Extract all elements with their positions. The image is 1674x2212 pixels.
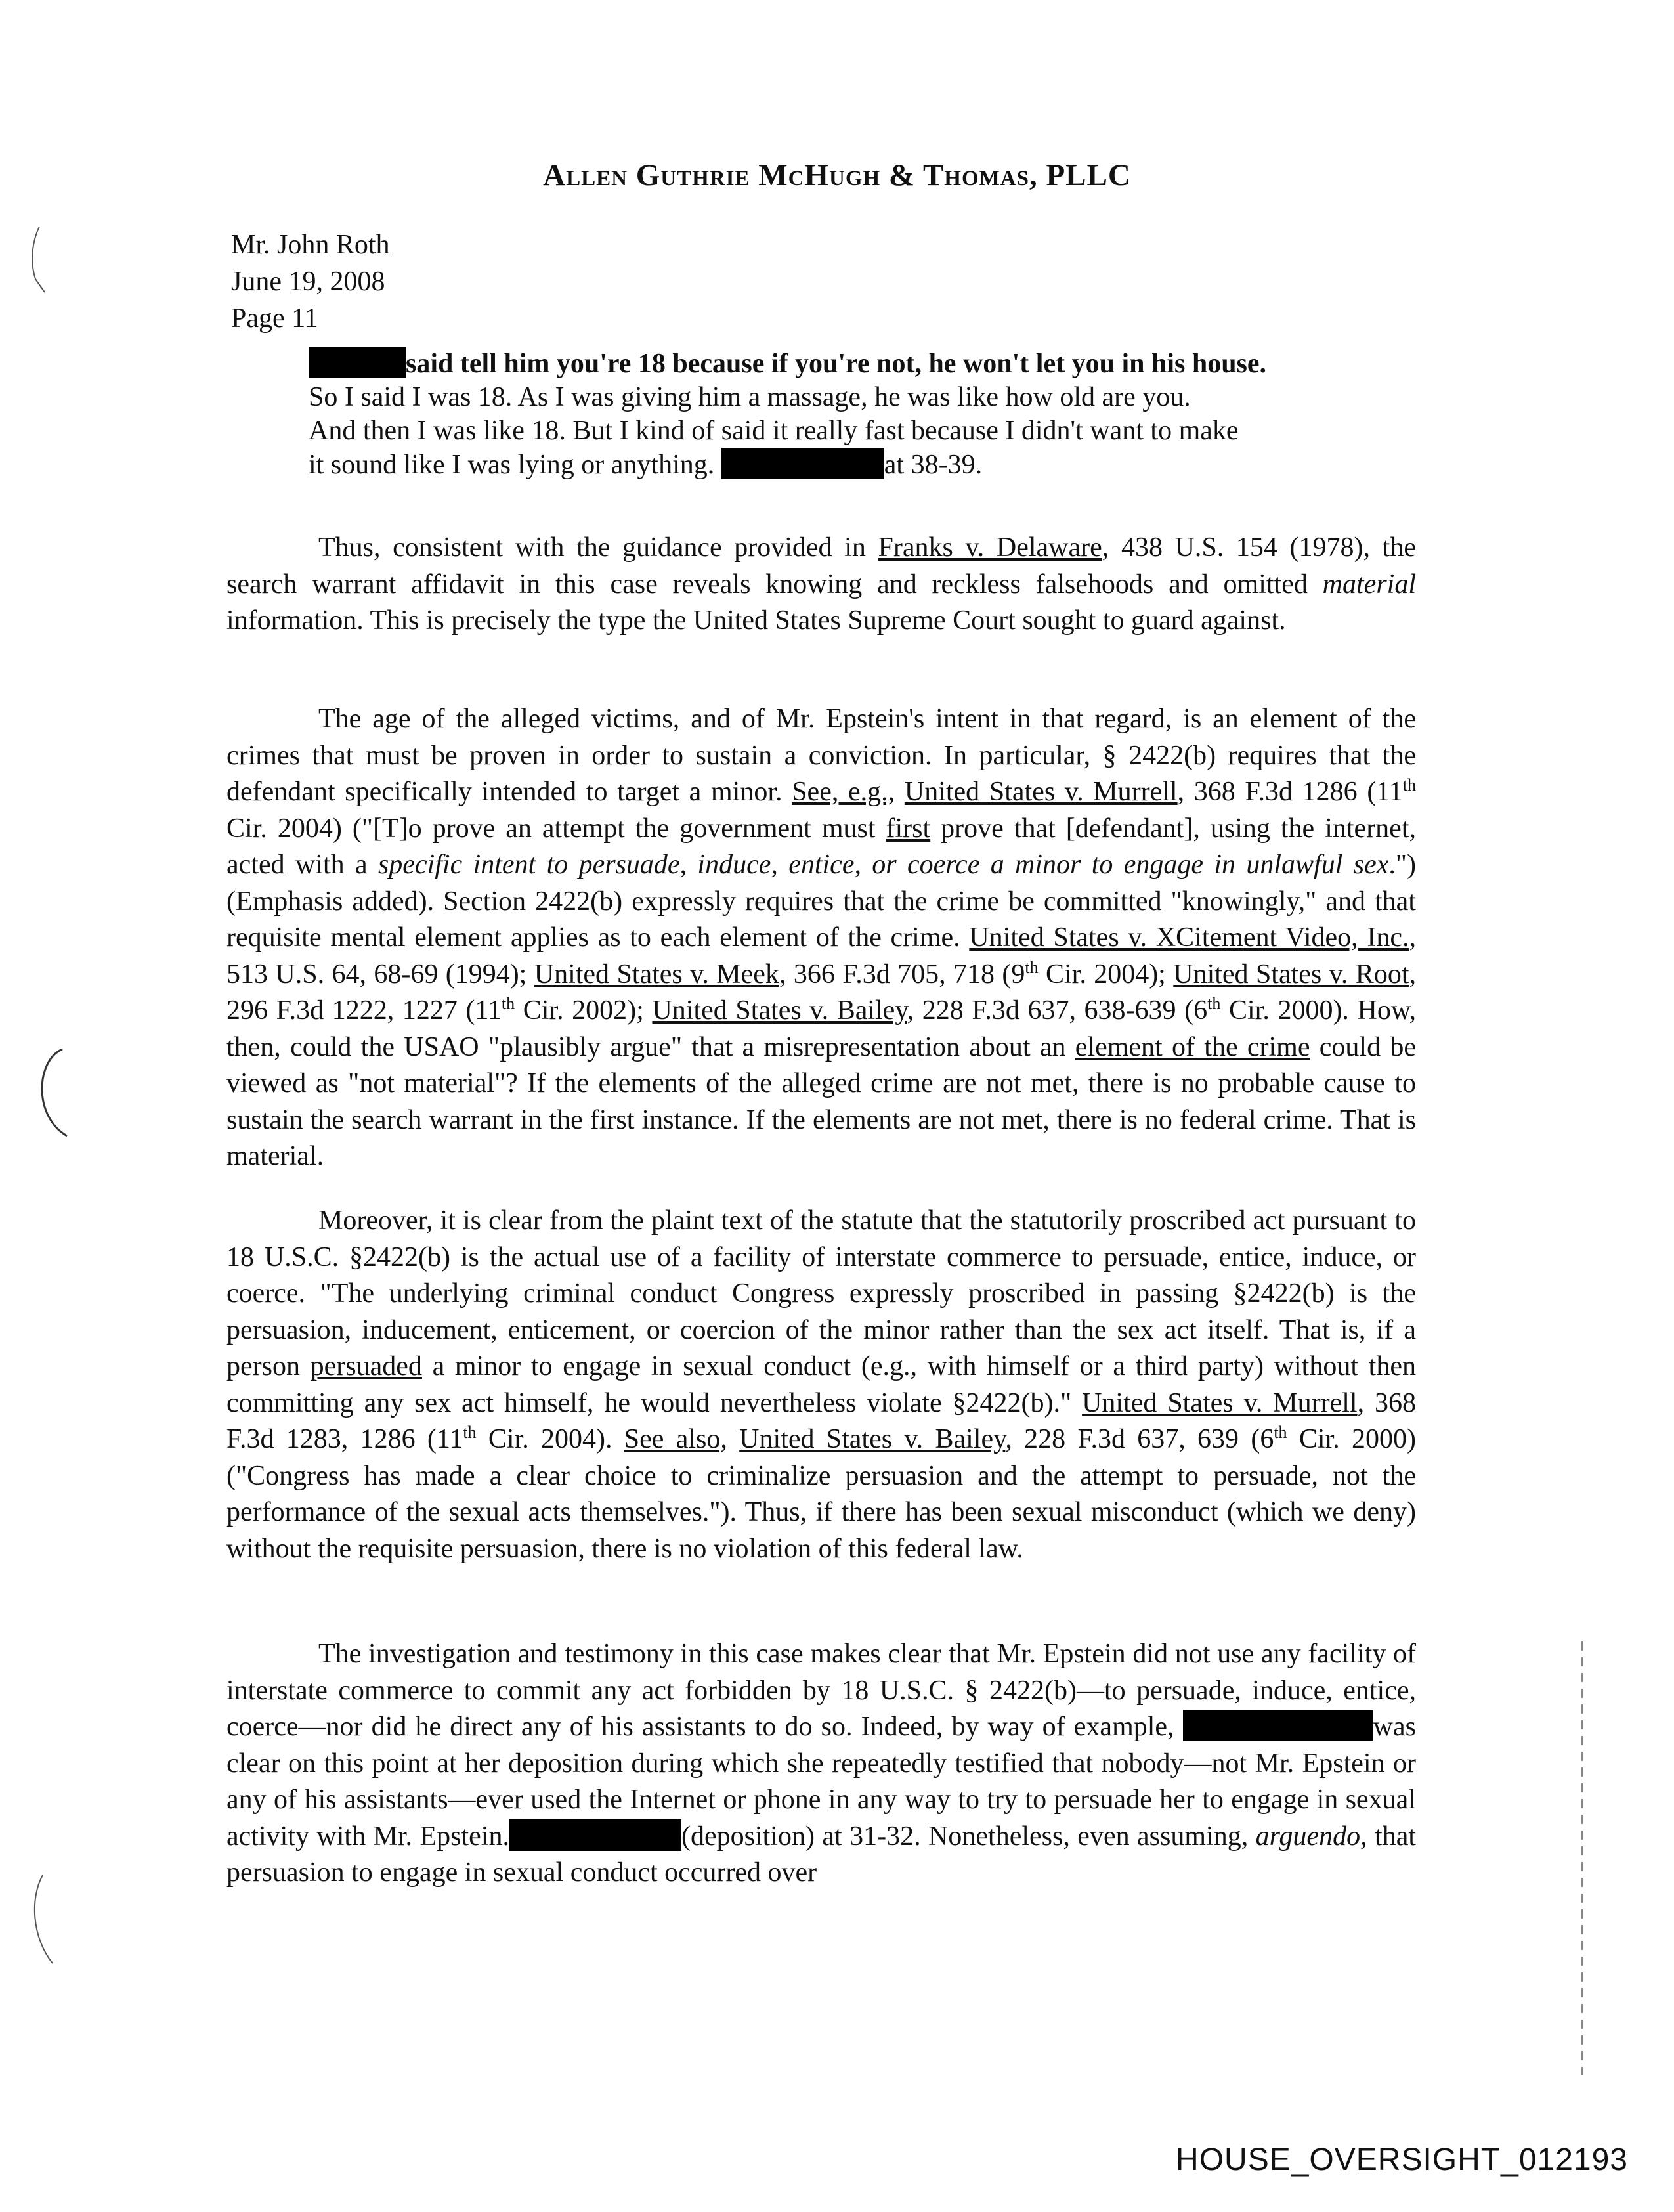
case-citation: United States v. XCitement Video, Inc.	[969, 922, 1409, 953]
scan-mark-bottom	[26, 1871, 59, 1970]
redaction-bar	[721, 448, 884, 479]
bates-number: HOUSE_OVERSIGHT_012193	[1176, 2142, 1628, 2177]
case-citation: Franks v. Delaware	[878, 532, 1102, 563]
case-citation: United States v. Murrell	[904, 777, 1178, 807]
quote-line-1: said tell him you're 18 because if you're not, he won't let you in his house.	[406, 349, 1267, 379]
deposition-quote	[309, 347, 1359, 482]
scan-mark-right-edge	[1579, 1641, 1585, 2075]
paragraph-statute-text: Moreover, it is clear from the plaint text of the statute that the statutorily proscribed act pursuant to 18 U.S.C. §2422(b) is the actual use of a facility of interstate commerce to persuade, entice, induce, or coerce. "The underlying criminal conduct Congress expressly proscribed in passing §2422(b) is the persuasion, inducement, enticement, or coercion of the minor rather than the sex act itself. That is, if a person persuaded a minor to engage in sexual conduct (e.g., with himself or a third party) without then committing any sex act himself, he would nevertheless violate §2422(b)." United States v. Murrell, 368 F.3d 1283, 1286 (11th Cir. 2004). See also, United States v. Bailey, 228 F.3d 637, 639 (6th Cir. 2000) ("Congress has made a clear choice to criminalize persuasion and the attempt to persuade, not the performance of the sexual acts themselves."). Thus, if there has been sexual misconduct (which we deny) without the requisite persuasion, there is no violation of this federal law.	[226, 1205, 1417, 1564]
letter-header	[231, 227, 390, 337]
paragraph-age-element: The age of the alleged victims, and of Mr. Epstein's intent in that regard, is an element of the crimes that must be proven in order to sustain a conviction. In particular, § 2422(b) requires that the defendant specifically intended to target a minor. See, e.g., United States v. Murrell, 368 F.3d 1286 (11th Cir. 2004) ("[T]o prove an attempt the government must first prove that [defendant], using the internet, acted with a specific intent to persuade, induce, entice, or coerce a minor to engage in unlawful sex.") (Emphasis added). Section 2422(b) expressly requires that the crime be committed "knowingly," and that requisite mental element applies as to each element of the crime. United States v. XCitement Video, Inc., 513 U.S. 64, 68-69 (1994); United States v. Meek, 366 F.3d 705, 718 (9th Cir. 2004); United States v. Root, 296 F.3d 1222, 1227 (11th Cir. 2002); United States v. Bailey, 228 F.3d 637, 638-639 (6th Cir. 2000). How, then, could the USAO "plausibly argue" that a misrepresentation about an element of the crime could be viewed as "not material"? If the elements of the alleged crime are not met, there is no probable cause to sustain the search warrant in the first instance. If the elements are not met, there is no federal crime. That is material.	[226, 704, 1417, 1171]
paragraph-franks: Thus, consistent with the guidance provided in Franks v. Delaware, 438 U.S. 154 (1978), the search warrant affidavit in this case reveals knowing and reckless falsehoods and omitted material information. This is precisely the type the United States Supreme Court sought to guard against.	[226, 532, 1416, 636]
letterhead-firm-name: Allen Guthrie McHugh & Thomas, PLLC	[543, 158, 1131, 192]
case-citation: United States v. Murrell	[1082, 1387, 1358, 1418]
quote-line-3: And then I was like 18. But I kind of said it really fast because I didn't want to make	[309, 416, 1239, 446]
quote-line-2: So I said I was 18. As I was giving him a massage, he was like how old are you.	[309, 382, 1191, 412]
case-citation: United States v. Bailey	[739, 1424, 1006, 1454]
scan-mark-middle	[26, 1044, 72, 1142]
case-citation: United States v. Meek	[534, 959, 779, 989]
scan-mark-top	[26, 223, 53, 295]
quote-citation: at 38-39.	[884, 450, 983, 480]
redaction-bar	[309, 347, 406, 378]
recipient: Mr. John Roth	[231, 230, 390, 260]
letter-date: June 19, 2008	[231, 267, 385, 297]
redaction-bar	[1183, 1710, 1373, 1741]
page-number: Page 11	[231, 303, 318, 334]
case-citation: United States v. Bailey	[652, 995, 907, 1026]
case-citation: United States v. Root	[1173, 959, 1409, 989]
paragraph-investigation: The investigation and testimony in this case makes clear that Mr. Epstein did not use any facility of interstate commerce to commit any act forbidden by 18 U.S.C. § 2422(b)—to persuade, induce, entice, coerce—nor did he direct any of his assistants to do so. Indeed, by way of example, was clear on this point at her deposition during which she repeatedly testified that nobody—not Mr. Epstein or any of his assistants—ever used the Internet or phone in any way to try to persuade her to engage in sexual activity with Mr. Epstein. (deposition) at 31-32. Nonetheless, even assuming, arguendo, that persuasion to engage in sexual conduct occurred over	[226, 1639, 1417, 1888]
quote-line-4: it sound like I was lying or anything.	[309, 450, 715, 480]
redaction-bar	[509, 1819, 681, 1851]
